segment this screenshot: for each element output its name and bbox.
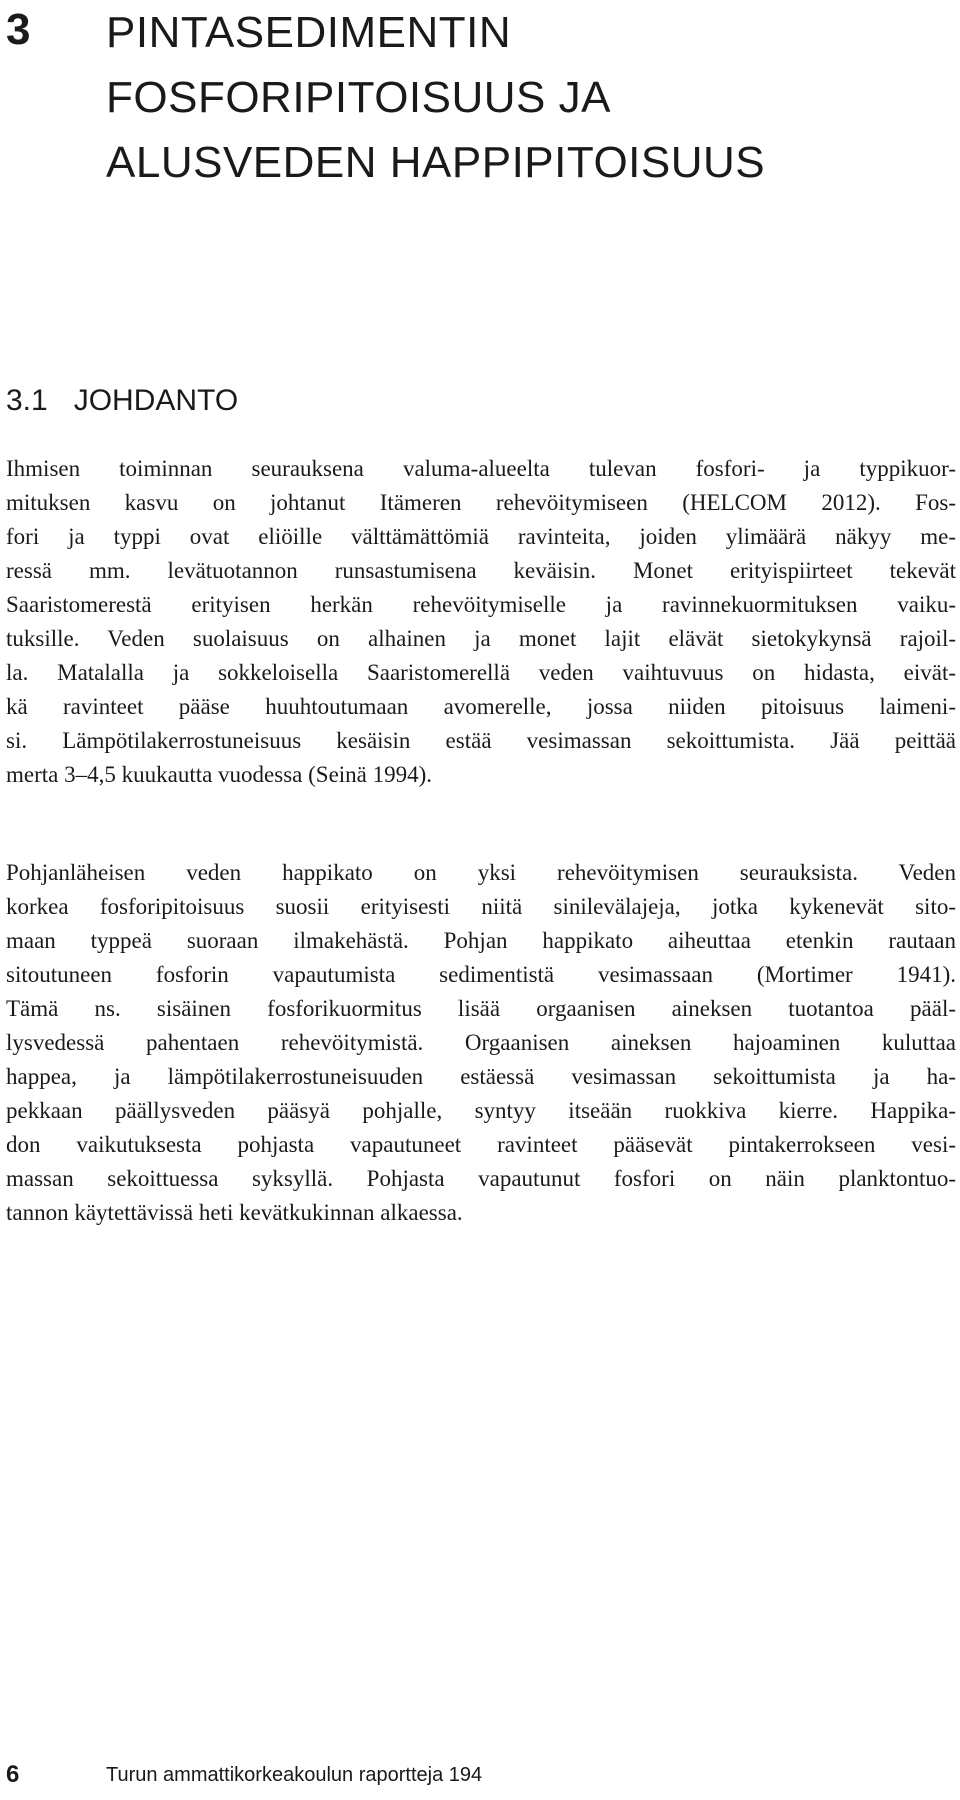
paragraph-hypoxia xyxy=(6,856,956,1230)
chapter-title-line: PINTASEDIMENTIN xyxy=(106,8,512,57)
chapter-number: 3 xyxy=(6,5,31,54)
text-line: massan sekoittuessa syksyllä. Pohjasta vapautunut fosfori on näin planktontuo- xyxy=(6,1166,956,1191)
text-line: la. Matalalla ja sokkeloisella Saaristomerellä veden vaihtuvuus on hidasta, eivät- xyxy=(6,660,956,685)
text-line: tannon käytettävissä heti kevätkukinnan alkaessa. xyxy=(6,1200,463,1225)
text-line: Tämä ns. sisäinen fosforikuormitus lisää orgaanisen aineksen tuotantoa pääl- xyxy=(6,996,956,1021)
text-line: korkea fosforipitoisuus suosii erityisesti niitä sinilevälajeja, jotka kykenevät sito- xyxy=(6,894,956,919)
section-heading xyxy=(6,383,238,419)
text-line: Saaristomerestä erityisen herkän rehevöitymiselle ja ravinnekuormituksen vaiku- xyxy=(6,592,956,617)
text-line: mituksen kasvu on johtanut Itämeren rehevöitymiseen (HELCOM 2012). Fos- xyxy=(6,490,956,515)
chapter-title-line: FOSFORIPITOISUUS JA xyxy=(106,73,611,122)
text-line: sitoutuneen fosforin vapautumista sedimentistä vesimassaan (Mortimer 1941). xyxy=(6,962,956,987)
text-line: kä ravinteet pääse huuhtoutumaan avomerelle, jossa niiden pitoisuus laimeni- xyxy=(6,694,956,719)
section-number: 3.1 xyxy=(6,384,48,417)
text-line: fori ja typpi ovat eliöille välttämättömiä ravinteita, joiden ylimäärä näkyy me- xyxy=(6,524,956,549)
text-line: ressä mm. levätuotannon runsastumisena keväisin. Monet erityispiirteet tekevät xyxy=(6,558,956,583)
text-line: Pohjanläheisen veden happikato on yksi rehevöitymisen seurauksista. Veden xyxy=(6,860,956,885)
publication-name: Turun ammattikorkeakoulun raportteja 194 xyxy=(106,1764,483,1786)
text-line: pekkaan päällysveden pääsyä pohjalle, syntyy itseään ruokkiva kierre. Happika- xyxy=(6,1098,956,1123)
chapter-title-line: ALUSVEDEN HAPPIPITOISUUS xyxy=(106,138,766,187)
text-line: merta 3–4,5 kuukautta vuodessa (Seinä 1994). xyxy=(6,762,433,787)
text-line: lysvedessä pahentaen rehevöitymistä. Orgaanisen aineksen hajoaminen kuluttaa xyxy=(6,1030,956,1055)
text-line: happea, ja lämpötilakerrostuneisuuden estäessä vesimassan sekoittumista ja ha- xyxy=(6,1064,956,1089)
text-line: si. Lämpötilakerrostuneisuus kesäisin estää vesimassan sekoittumista. Jää peittää xyxy=(6,728,956,753)
text-line: don vaikutuksesta pohjasta vapautuneet ravinteet pääsevät pintakerrokseen vesi- xyxy=(6,1132,956,1157)
page-footer xyxy=(6,1757,946,1793)
section-title: JOHDANTO xyxy=(73,384,239,417)
text-line: Ihmisen toiminnan seurauksena valuma-alueelta tulevan fosfori- ja typpikuor- xyxy=(6,456,956,481)
paragraph-intro xyxy=(6,452,956,792)
page-number: 6 xyxy=(6,1761,20,1788)
text-line: tuksille. Veden suolaisuus on alhainen ja monet lajit elävät sietokykynsä rajoil- xyxy=(6,626,956,651)
chapter-title xyxy=(106,0,926,195)
text-line: maan typpeä suoraan ilmakehästä. Pohjan happikato aiheuttaa etenkin rautaan xyxy=(6,928,956,953)
